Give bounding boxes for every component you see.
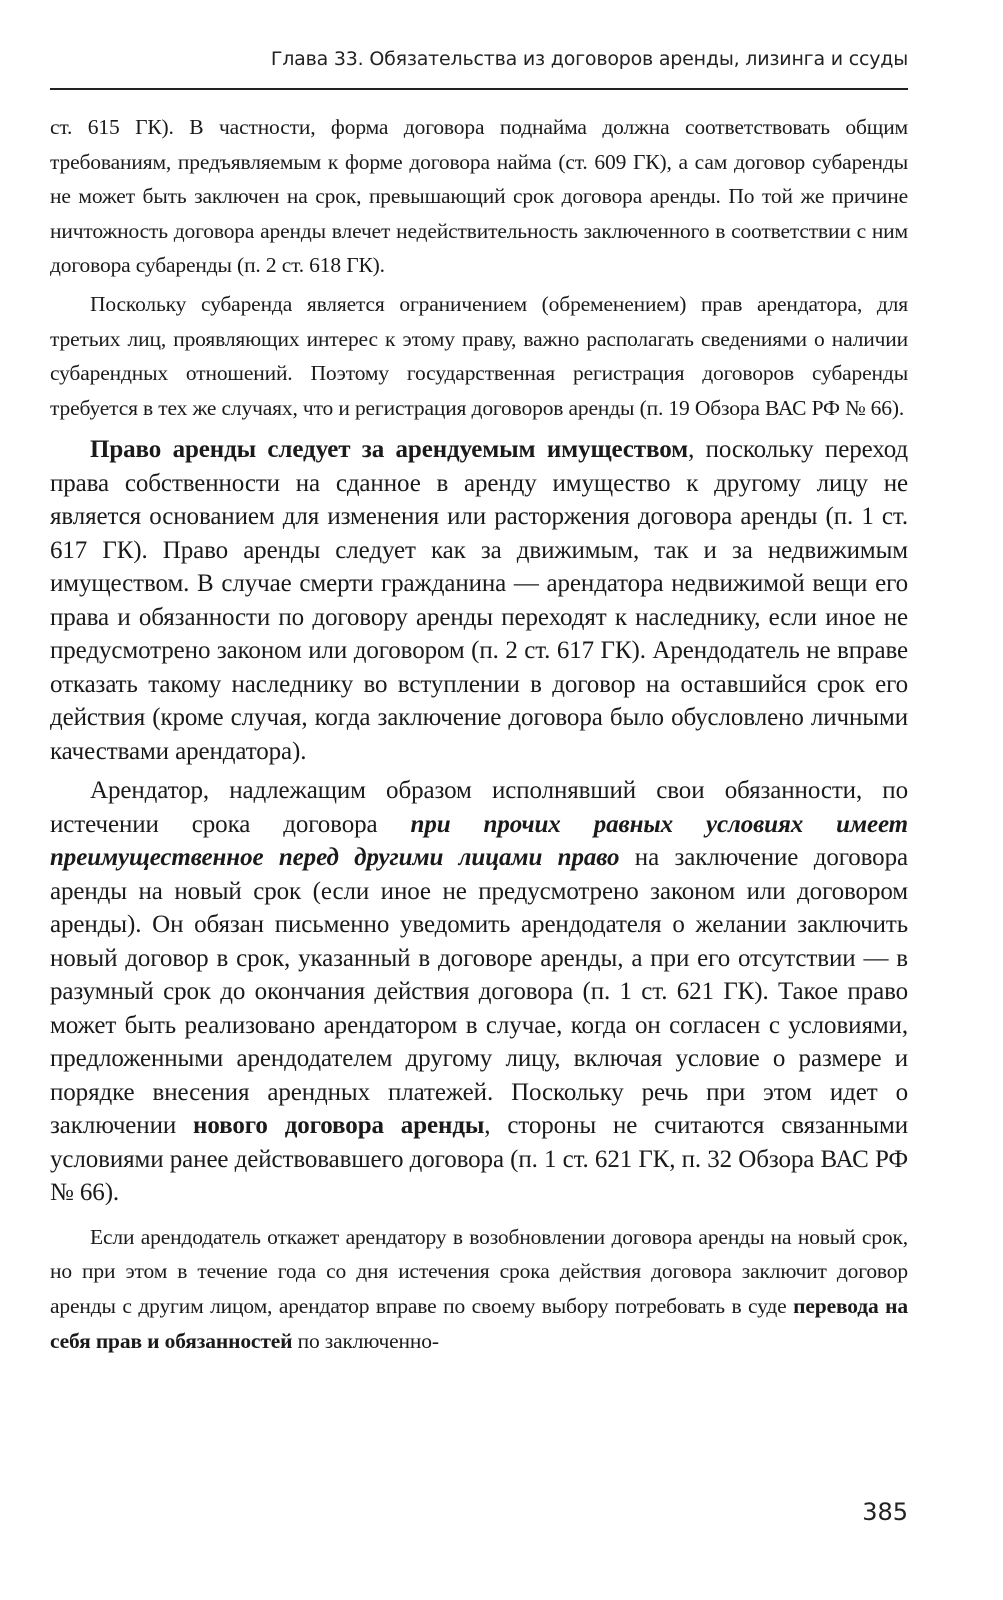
- body-text: [50, 110, 908, 1358]
- paragraph-3-text: , поскольку переход права собственности на сданное в аренду имущество к другому лицу не является основанием для изменения или расторжения договора аренды (п. 1 ст. 617 ГК). Право аренды следует как за движимым, так и за недвижимым имуществом. В случае смерти гражданина — арендатора недвижимой вещи его права и обязанности по договору аренды переходят к наследнику, если иное не предусмотрено законом или договором (п. 2 ст. 617 ГК). Арендодатель не вправе отказать такому наследнику во вступлении в договор на оставшийся срок его действия (кроме случая, когда заключение договора было обусловлено личными качествами арендатора).: [50, 436, 909, 765]
- emphasis-transfer-of-rights: перевода на себя прав и обязанностей: [50, 1294, 908, 1353]
- paragraph-5-text-end: по заключенно-: [292, 1328, 439, 1353]
- emphasis-new-lease-contract: нового договора аренды: [193, 1112, 485, 1140]
- paragraph-4-text-mid: на заключение договора аренды на новый срок (если иное не предусмотрено законом или договором аренды). Он обязан письменно уведомить арендодателя о желании заключить новый договор в срок, указанный в договоре аренды, а при его отсутствии — в разумный срок до окончания действия договора (п. 1 ст. 621 ГК). Такое право может быть реализовано арендатором в случае, когда он согласен с условиями, предложенными арендодателем другому лицу, включая условие о размере и порядке внесения арендных платежей. Поскольку речь при этом идет о заключении: [50, 844, 908, 1140]
- emphasis-preemptive-right: при прочих равных условиях имеет преимущественное перед другими лицами право: [50, 810, 908, 872]
- paragraph-5: [50, 1220, 908, 1358]
- emphasis-lease-right-follows-property: Право аренды следует за арендуемым имуществом: [90, 436, 689, 464]
- paragraph-2: Поскольку субаренда является ограничением (обременением) прав арендатора, для третьих лиц, проявляющих интерес к этому праву, важно располагать сведениями о наличии субарендных отношений. Поэтому государственная регистрация договоров субаренды требуется в тех же случаях, что и регистрация договоров аренды (п. 19 Обзора ВАС РФ № 66).: [50, 291, 908, 420]
- paragraph-4-text-end: , стороны не считаются связанными условиями ранее действовавшего договора (п. 1 ст. 621 ГК, п. 32 Обзора ВАС РФ № 66).: [50, 1112, 909, 1207]
- page-number: 385: [862, 1498, 908, 1526]
- paragraph-3: [50, 433, 908, 768]
- header-rule: [50, 88, 908, 90]
- paragraph-4: [50, 774, 908, 1210]
- running-head: Глава 33. Обязательства из договоров аренды, лизинга и ссуды: [270, 48, 908, 70]
- paragraph-4-text-start: Арендатор, надлежащим образом исполнявший свои обязанности, по истечении срока договора: [50, 777, 908, 838]
- paragraph-5-text-start: Если арендодатель откажет арендатору в возобновлении договора аренды на новый срок, но при этом в течение года со дня истечения срока действия договора заключит договор аренды с другим лицом, арендатор вправе по своему выбору потребовать в суде: [50, 1224, 908, 1319]
- paragraph-1: ст. 615 ГК). В частности, форма договора поднайма должна соответствовать общим требованиям, предъявляемым к форме договора найма (ст. 609 ГК), а сам договор субаренды не может быть заключен на срок, превышающий срок договора аренды. По той же причине ничтожность договора аренды влечет недействительность заключенного в соответствии с ним договора субаренды (п. 2 ст. 618 ГК).: [50, 115, 908, 278]
